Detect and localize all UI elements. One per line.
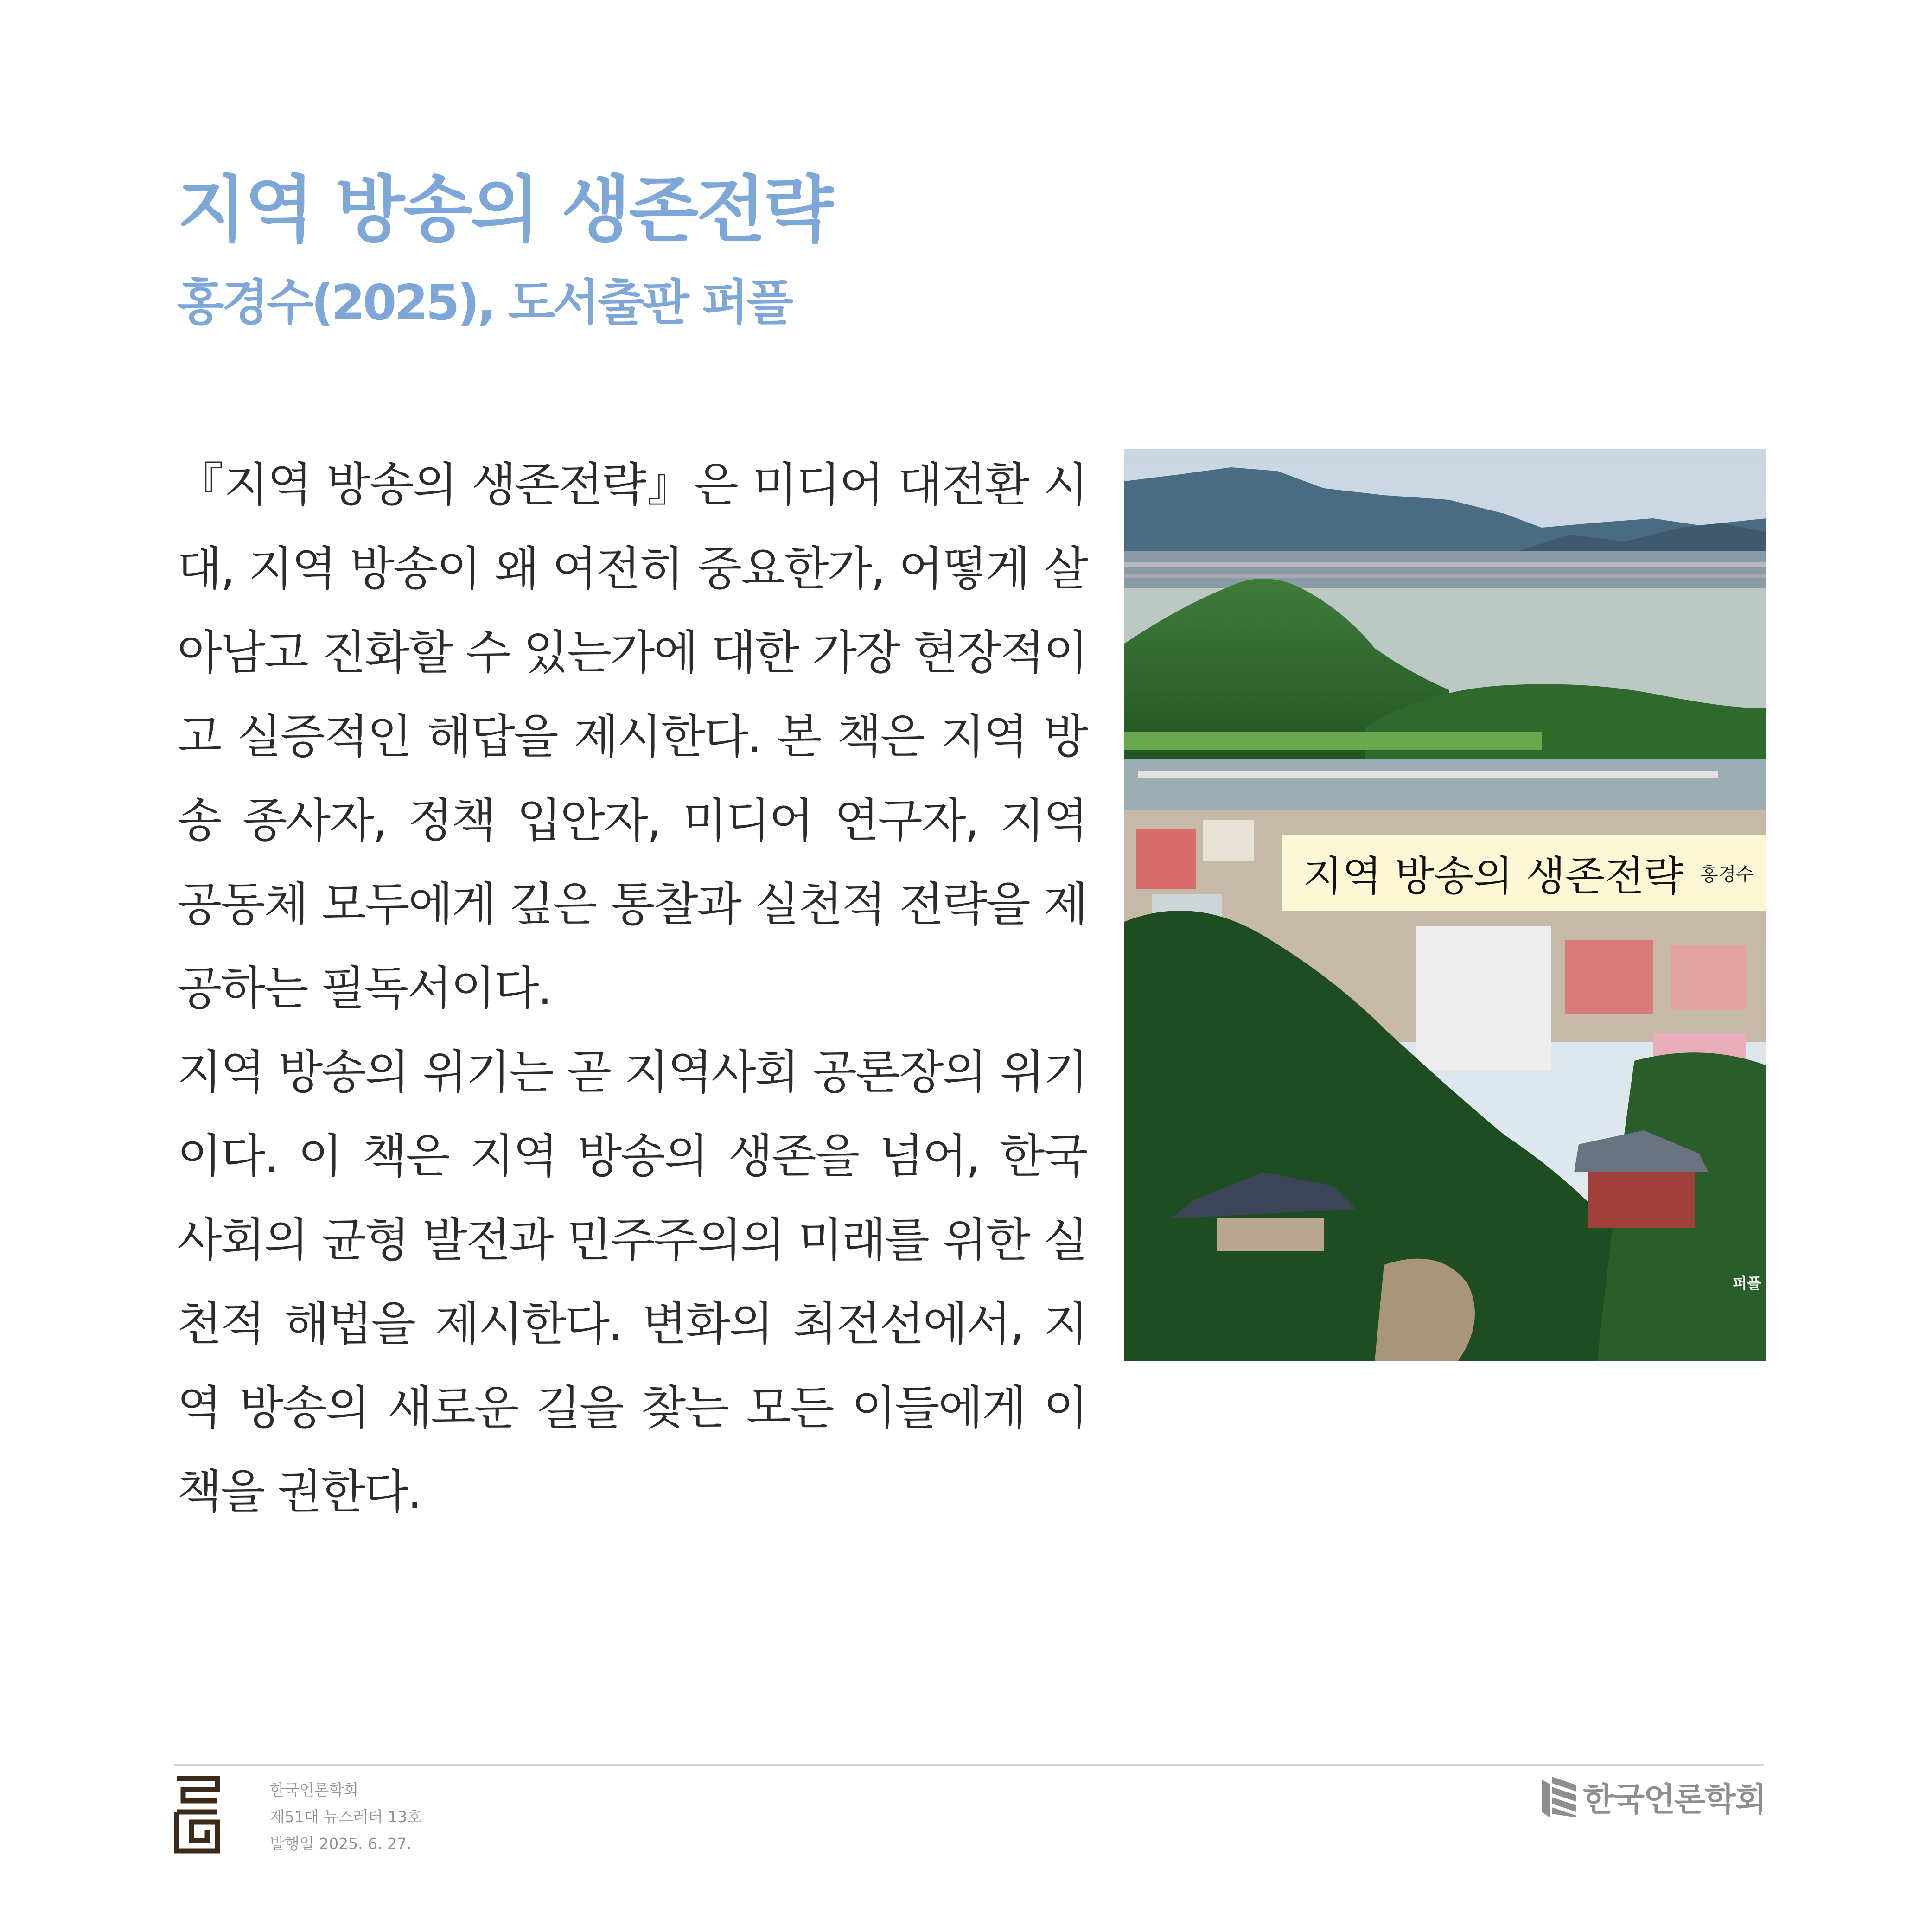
page-title: 지역 방송의 생존전략 [177, 168, 832, 252]
review-body [177, 443, 1087, 1534]
footer-org-name: 한국언론학회 [270, 1781, 359, 1799]
society-seal-icon [174, 1776, 220, 1854]
newsletter-info [270, 1777, 422, 1857]
society-logo [1542, 1773, 1766, 1820]
footer-divider [174, 1764, 1764, 1766]
cover-author: 홍경수 [1700, 864, 1754, 885]
book-stack-icon [1542, 1777, 1576, 1817]
cover-publisher-logo: 퍼플 [1733, 1275, 1761, 1292]
book-citation: 홍경수(2025), 도서출판 퍼플 [177, 274, 791, 331]
footer-issue: 제51대 뉴스레터 13호 [270, 1808, 422, 1826]
cover-title-band [1282, 835, 1766, 911]
society-name: 한국언론학회 [1583, 1780, 1766, 1818]
review-paragraph: 지역 방송의 위기는 곧 지역사회 공론장의 위기이다. 이 책은 지역 방송의 생존을 넘어, 한국 사회의 균형 발전과 민주주의의 미래를 위한 실천적 해법을 제시한다. 변화의 최전선에서, 지역 방송의 새로운 길을 찾는 모든 이들에게 이 책을 권한다. [177, 1045, 1087, 1519]
cover-title: 지역 방송의 생존전략 [1303, 852, 1684, 900]
review-paragraph: 『지역 방송의 생존전략』은 미디어 대전환 시대, 지역 방송이 왜 여전히 중요한가, 어떻게 살아남고 진화할 수 있는가에 대한 가장 현장적이고 실증적인 해답을 제시한다. 본 책은 지역 방송 종사자, 정책 입안자, 미디어 연구자, 지역 공동체 모두에게 깊은 통찰과 실천적 전략을 제공하는 필독서이다. [177, 458, 1087, 1015]
book-cover [1124, 449, 1766, 1361]
footer-date: 발행일 2025. 6. 27. [270, 1835, 412, 1853]
